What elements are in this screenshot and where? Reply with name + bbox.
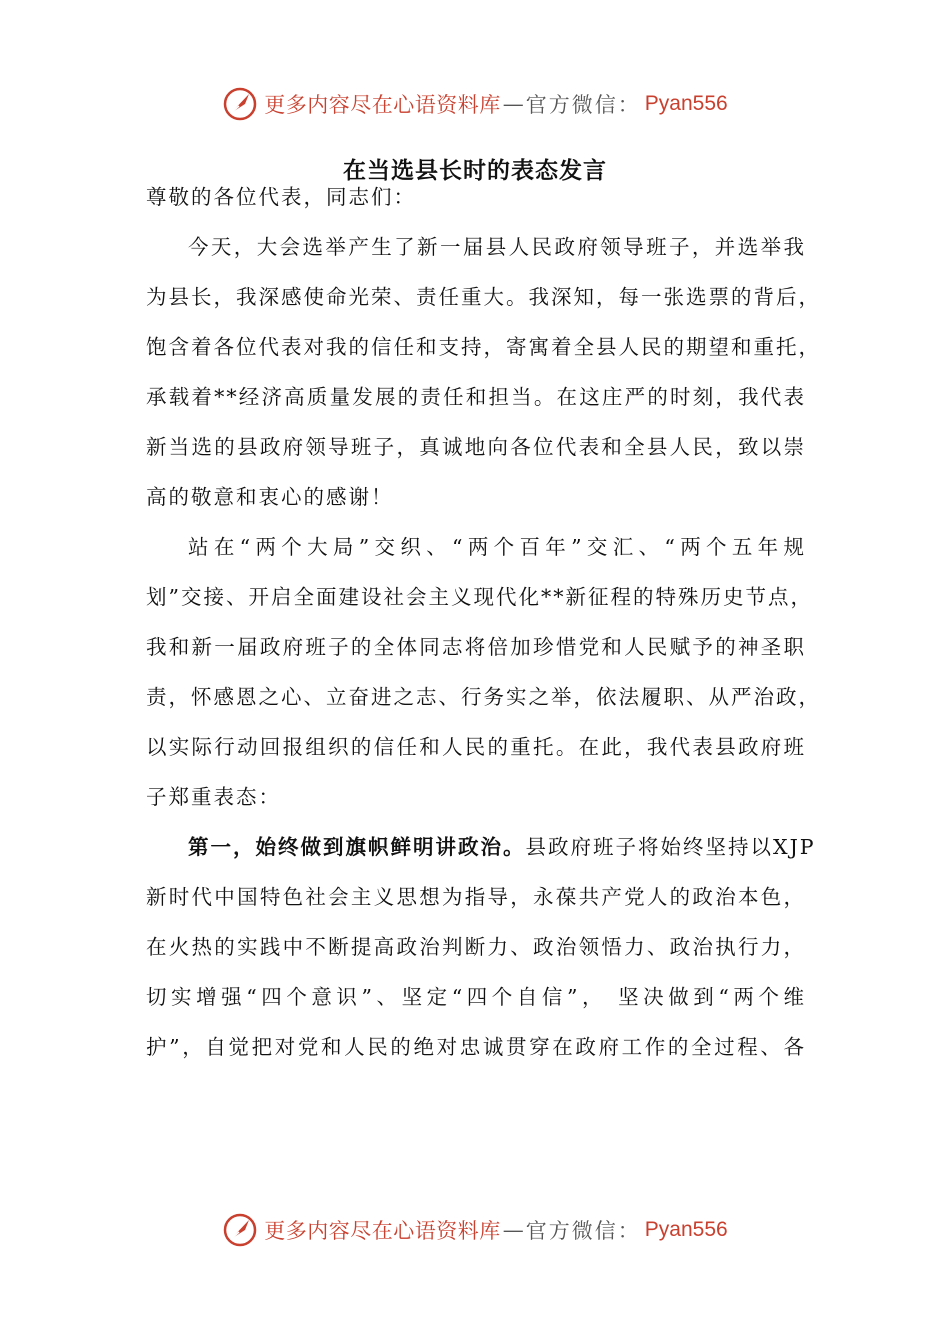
para2-line: 我和新一届政府班子的全体同志将倍加珍惜党和人民赋予的神圣职 (146, 635, 806, 659)
watermark-library-text: 更多内容尽在心语资料库 (264, 93, 501, 117)
para2-line: 划”交接、开启全面建设社会主义现代化**新征程的特殊历史节点， (146, 585, 813, 609)
para2-line: 以实际行动回报组织的信任和人民的重托。在此，我代表县政府班 (146, 735, 806, 759)
watermark-banner-top (0, 84, 950, 124)
para1-line: 今天，大会选举产生了新一届县人民政府领导班子，并选举我 (188, 235, 806, 259)
quill-logo-icon (222, 1212, 258, 1248)
para2-line: 责，怀感恩之心、立奋进之志、行务实之举，依法履职、从严治政， (146, 685, 821, 709)
document-title: 在当选县长时的表态发言 (343, 158, 607, 184)
watermark-wechat-label: 官方微信： (525, 1219, 641, 1243)
para3-line: 新时代中国特色社会主义思想为指导，永葆共产党人的政治本色， (146, 885, 806, 909)
para3-line: 切实增强“四个意识”、坚定“四个自信”， 坚决做到“两个维 (146, 985, 806, 1009)
watermark-wechat-id: Pyan556 (644, 92, 728, 115)
para2-line: 子郑重表态： (146, 785, 281, 809)
para3-line: 护”，自觉把对党和人民的绝对忠诚贯穿在政府工作的全过程、各 (146, 1035, 806, 1059)
document-body (146, 172, 821, 1072)
para1-line: 高的敬意和衷心的感谢！ (146, 485, 394, 509)
watermark-banner-bottom (0, 1210, 950, 1250)
watermark-wechat-id: Pyan556 (644, 1218, 728, 1241)
para1-line: 饱含着各位代表对我的信任和支持，寄寓着全县人民的期望和重托， (146, 335, 821, 359)
para1-line: 为县长，我深感使命光荣、责任重大。我深知，每一张选票的背后， (146, 285, 821, 309)
para1-line: 承载着**经济高质量发展的责任和担当。在这庄严的时刻，我代表 (146, 385, 806, 409)
watermark-separator: — (502, 1218, 524, 1242)
quill-logo-icon (222, 86, 258, 122)
para3-lead: 第一，始终做到旗帜鲜明讲政治。 (188, 835, 526, 859)
salutation: 尊敬的各位代表，同志们： (146, 185, 416, 209)
watermark-wechat-label: 官方微信： (525, 93, 641, 117)
para3-line: 在火热的实践中不断提高政治判断力、政治领悟力、政治执行力， (146, 935, 806, 959)
para3-first-line (146, 822, 816, 872)
watermark-library-text: 更多内容尽在心语资料库 (264, 1219, 501, 1243)
para3-first-rest: 县政府班子将始终坚持以XJP (525, 835, 816, 859)
para1-line: 新当选的县政府领导班子，真诚地向各位代表和全县人民，致以崇 (146, 435, 806, 459)
watermark-separator: — (502, 92, 524, 116)
para2-line: 站在“两个大局”交织、“两个百年”交汇、“两个五年规 (188, 535, 806, 559)
